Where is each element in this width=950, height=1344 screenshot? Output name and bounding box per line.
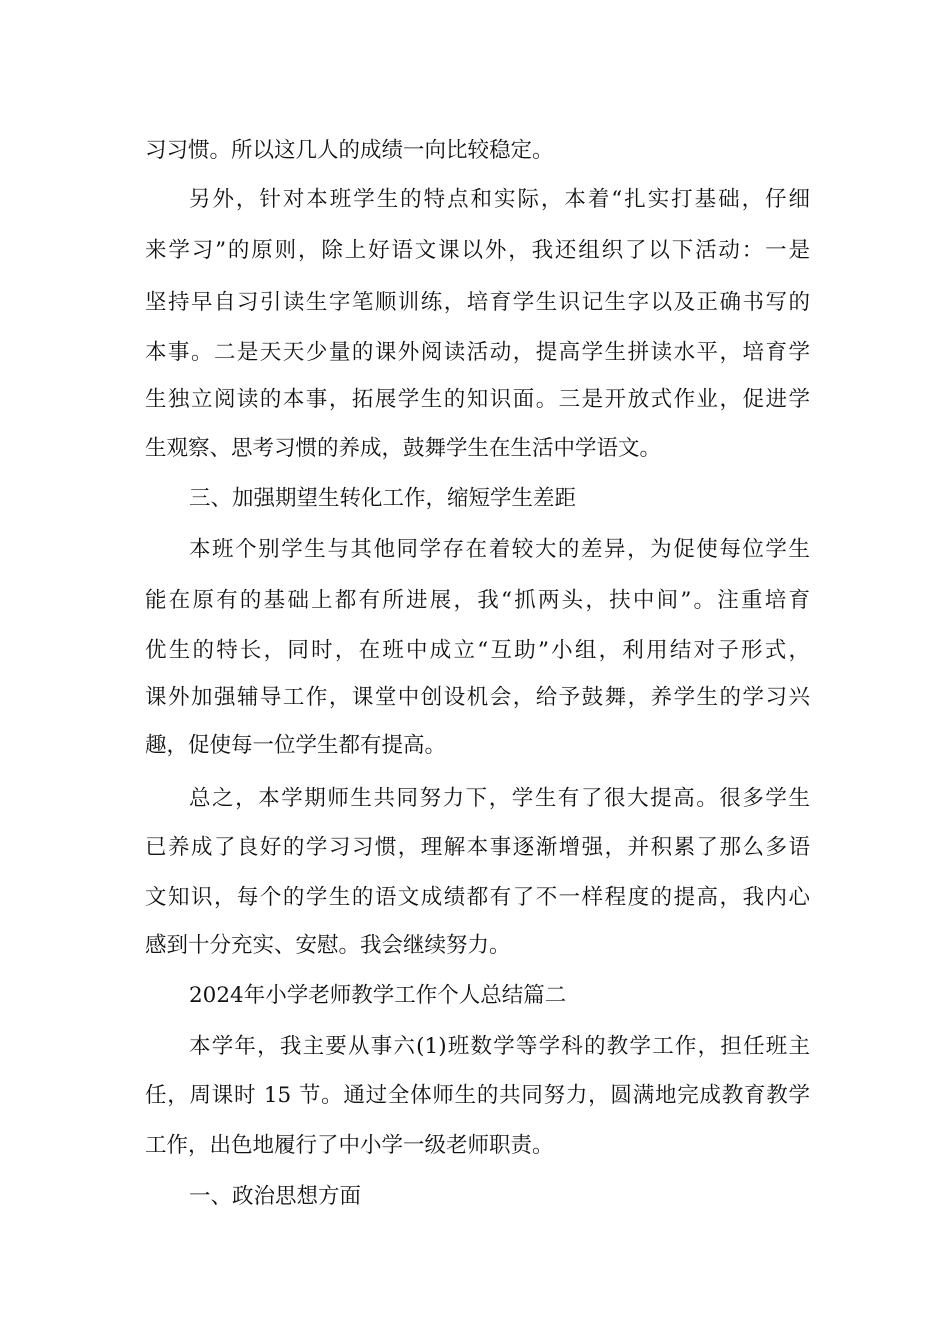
paragraph-line: 工作，出色地履行了中小学一级老师职责。	[145, 1133, 554, 1158]
paragraph-line: 习习惯。所以这几人的成绩一向比较稳定。	[145, 138, 554, 163]
paragraph-line: 生独立阅读的本事，拓展学生的知识面。三是开放式作业，促进学	[145, 387, 810, 412]
paragraph-line: 已养成了良好的学习习惯，理解本事逐渐增强，并积累了那么多语	[145, 835, 810, 860]
paragraph-line: 课外加强辅导工作，课堂中创设机会，给予鼓舞，养学生的学习兴	[145, 685, 810, 710]
paragraph-line: 来学习”的原则，除上好语文课以外，我还组织了以下活动：一是	[145, 238, 810, 263]
section-heading: 三、加强期望生转化工作，缩短学生差距	[189, 486, 577, 511]
paragraph-line: 本学年，我主要从事六(1)班数学等学科的教学工作，担任班主	[189, 1034, 810, 1059]
article-title: 2024年小学老师教学工作个人总结篇二	[189, 983, 567, 1008]
paragraph-line: 另外，针对本班学生的特点和实际，本着“扎实打基础，仔细	[189, 187, 810, 212]
paragraph-line: 文知识，每个的学生的语文成绩都有了不一样程度的提高，我内心	[145, 885, 810, 910]
paragraph-line: 趣，促使每一位学生都有提高。	[145, 733, 447, 758]
paragraph-line: 优生的特长，同时，在班中成立“互助”小组，利用结对子形式，	[145, 638, 810, 663]
paragraph-line: 任，周课时 15 节。通过全体师生的共同努力，圆满地完成教育教学	[145, 1083, 810, 1108]
paragraph-line: 生观察、思考习惯的养成，鼓舞学生在生活中学语文。	[145, 436, 662, 461]
section-heading: 一、政治思想方面	[189, 1184, 362, 1209]
paragraph-line: 本班个别学生与其他同学存在着较大的差异，为促使每位学生	[189, 537, 810, 562]
paragraph-line: 能在原有的基础上都有所进展，我“抓两头，扶中间”。注重培育	[145, 588, 810, 613]
paragraph-line: 总之，本学期师生共同努力下，学生有了很大提高。很多学生	[189, 786, 810, 811]
paragraph-line: 本事。二是天天少量的课外阅读活动，提高学生拼读水平，培育学	[145, 340, 810, 365]
paragraph-line: 感到十分充实、安慰。我会继续努力。	[145, 933, 511, 958]
paragraph-line: 坚持早自习引读生字笔顺训练，培育学生识记生字以及正确书写的	[145, 290, 810, 315]
